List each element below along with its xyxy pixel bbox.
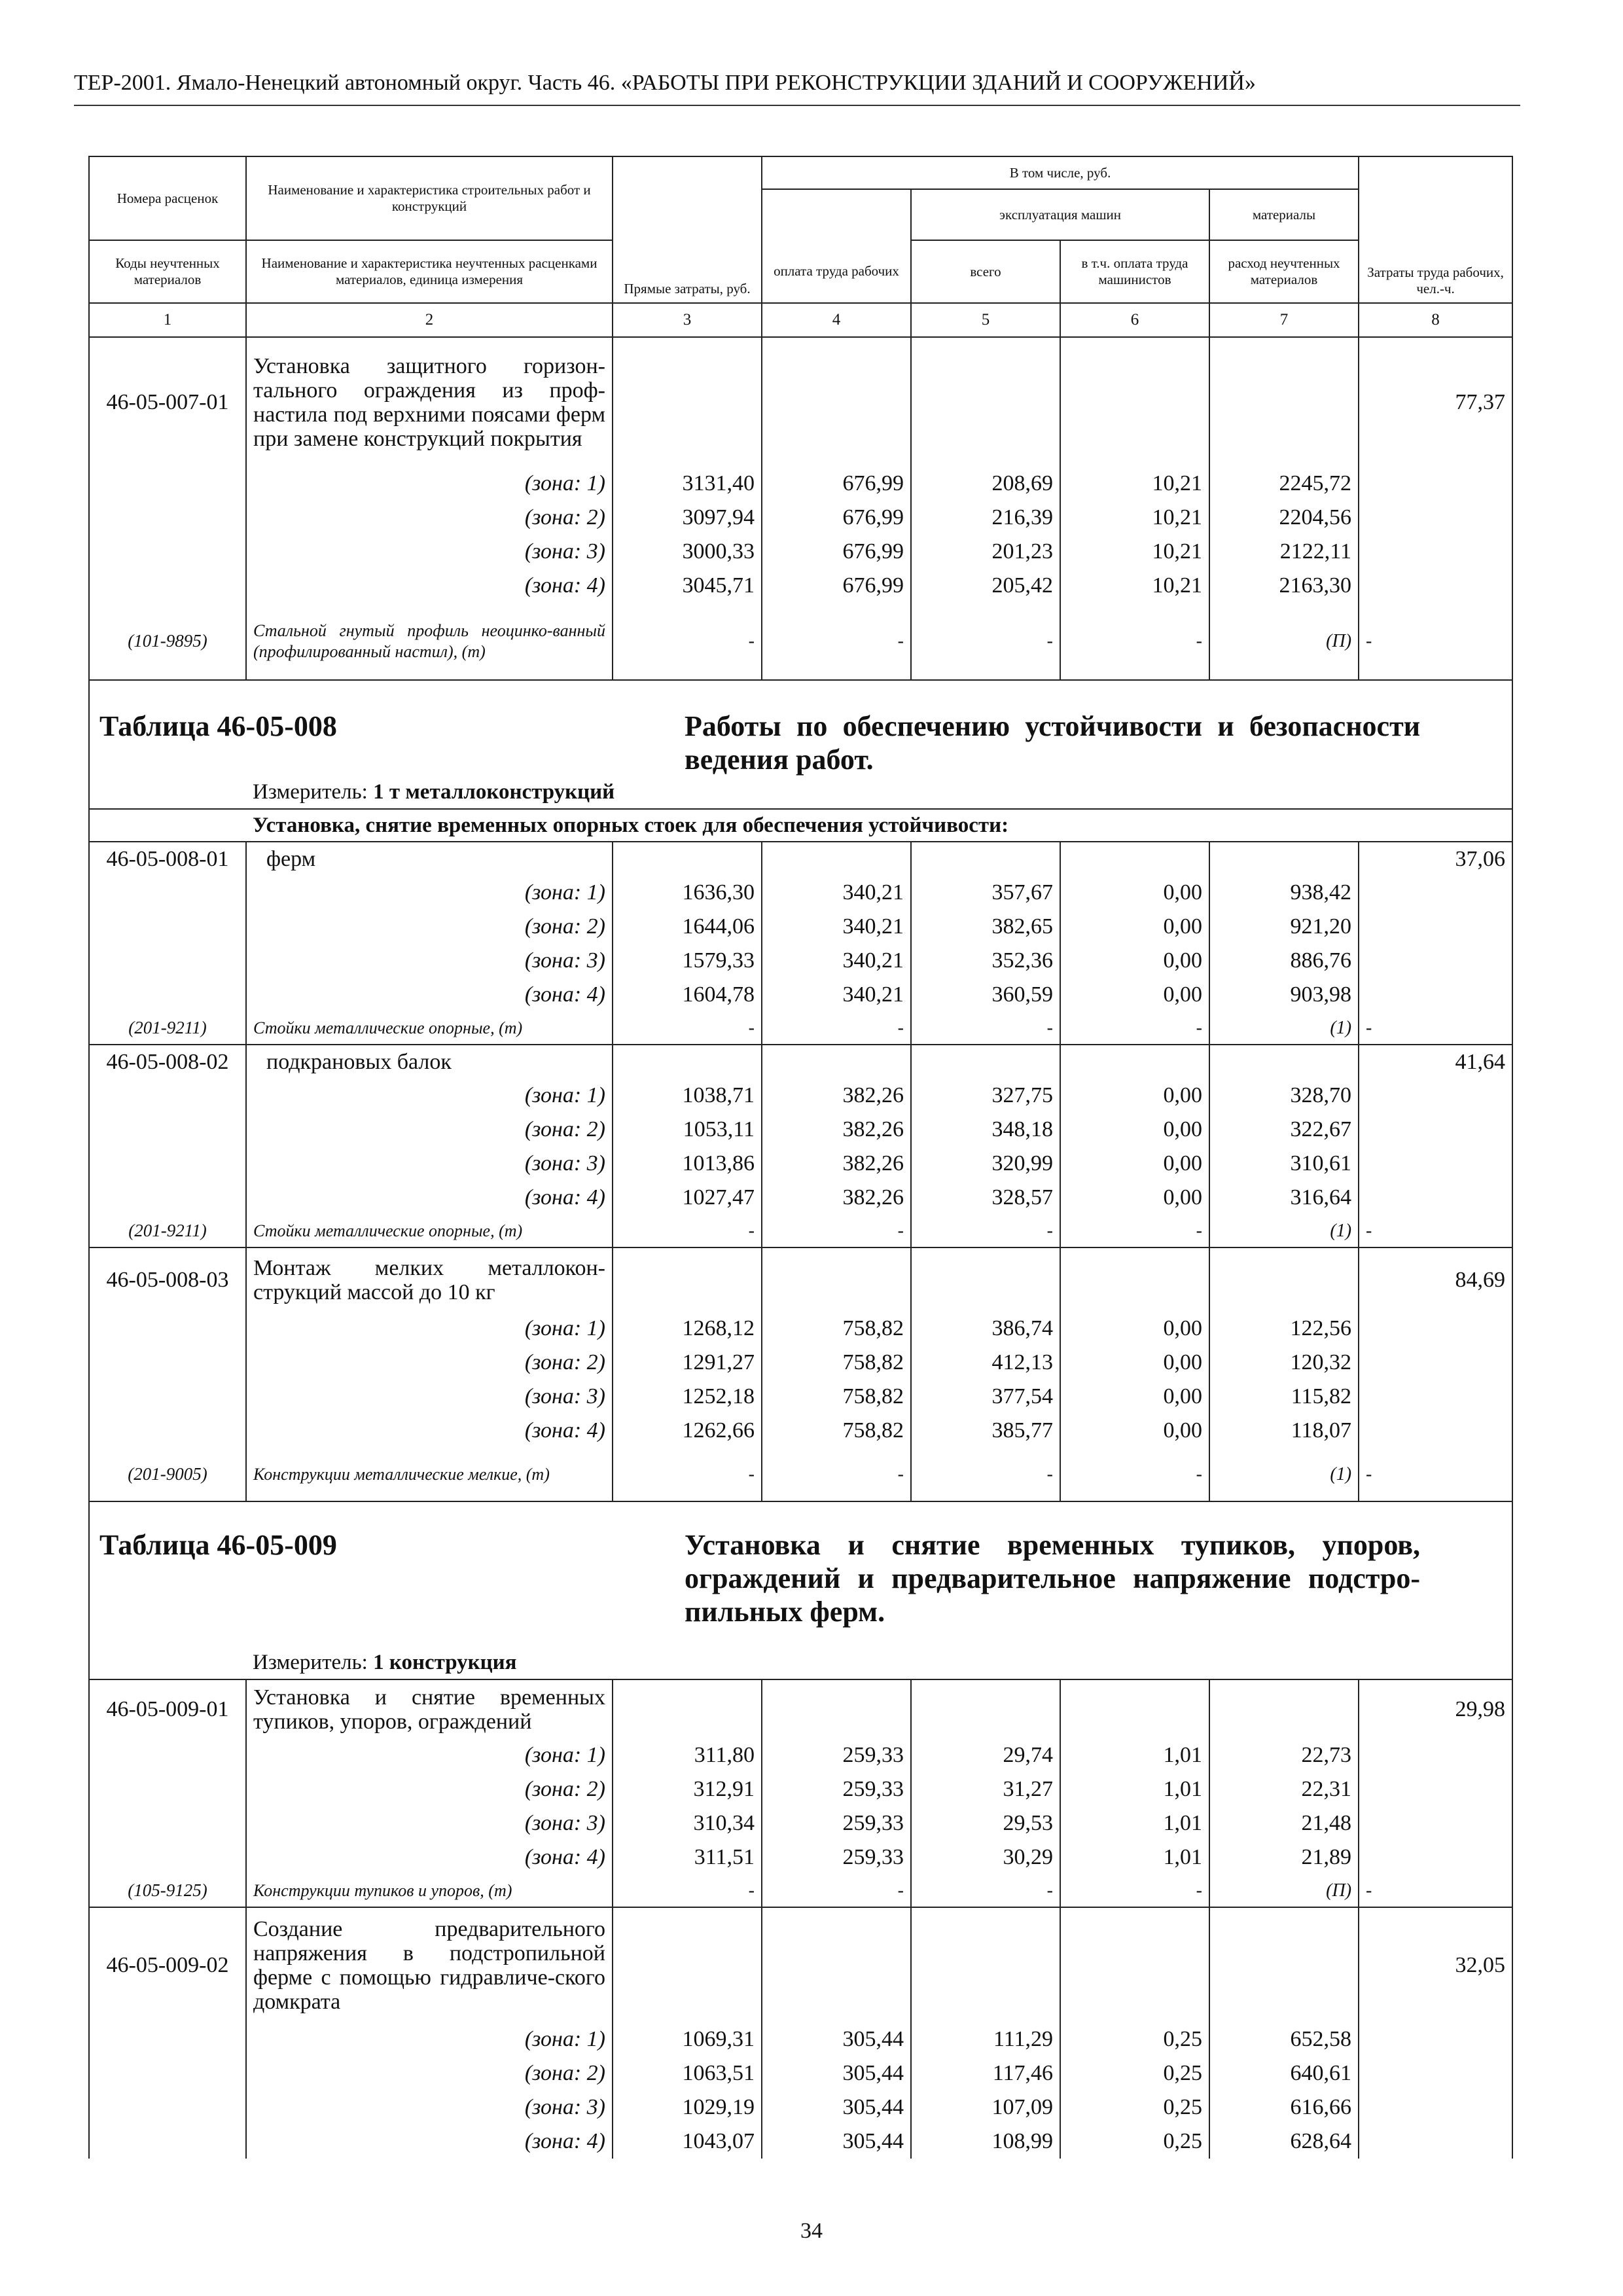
material-use: (1) xyxy=(1209,1448,1359,1501)
material-code: (201-9211) xyxy=(89,1012,246,1045)
zone-row xyxy=(89,1147,1512,1181)
zone-row xyxy=(89,1113,1512,1147)
dash-cell: - xyxy=(762,1874,911,1907)
material-code: (201-9005) xyxy=(89,1448,246,1501)
dash-cell: - xyxy=(762,1448,911,1501)
operators-cost: 0,00 xyxy=(1060,978,1209,1012)
operators-cost: 1,01 xyxy=(1060,1840,1209,1874)
material-use: (П) xyxy=(1209,603,1359,680)
zone-row xyxy=(89,1079,1512,1113)
zone-row xyxy=(89,1380,1512,1414)
wages-cost: 676,99 xyxy=(762,501,911,535)
zone-label: (зона: 3) xyxy=(246,1806,613,1840)
header-direct: Прямые затраты, руб. xyxy=(613,156,762,303)
table-description: Установка и снятие временных тупиков, упоров, ограждений и предварительное напряжение подстро-пильных ферм. xyxy=(613,1501,1512,1647)
rate-labor: 37,06 xyxy=(1359,842,1512,876)
wages-cost: 758,82 xyxy=(762,1312,911,1346)
rate-block xyxy=(89,842,1512,1045)
header-materials: материалы xyxy=(1209,189,1359,240)
dash-cell: - xyxy=(1359,1215,1512,1247)
dash-cell: - xyxy=(1359,1448,1512,1501)
wages-cost: 676,99 xyxy=(762,535,911,569)
zone-label: (зона: 2) xyxy=(246,1346,613,1380)
rate-labor: 41,64 xyxy=(1359,1045,1512,1079)
operators-cost: 0,00 xyxy=(1060,1380,1209,1414)
direct-cost: 1063,51 xyxy=(613,2056,762,2090)
machines-cost: 111,29 xyxy=(911,2022,1060,2056)
table-section-46-05-009 xyxy=(89,1501,1512,1679)
operators-cost: 0,25 xyxy=(1060,2022,1209,2056)
zone-row xyxy=(89,944,1512,978)
wages-cost: 758,82 xyxy=(762,1346,911,1380)
materials-cost: 903,98 xyxy=(1209,978,1359,1012)
rate-block xyxy=(89,1679,1512,1907)
zone-row xyxy=(89,1181,1512,1215)
table-title: Таблица 46-05-008 xyxy=(89,680,613,776)
zone-label: (зона: 4) xyxy=(246,978,613,1012)
operators-cost: 10,21 xyxy=(1060,535,1209,569)
measure-label: Измеритель: xyxy=(253,780,368,804)
direct-cost: 1604,78 xyxy=(613,978,762,1012)
rate-row xyxy=(89,1907,1512,2022)
zone-label: (зона: 1) xyxy=(246,467,613,501)
wages-cost: 758,82 xyxy=(762,1380,911,1414)
zone-label: (зона: 3) xyxy=(246,535,613,569)
material-row xyxy=(89,1215,1512,1247)
material-code: (105-9125) xyxy=(89,1874,246,1907)
dash-cell: - xyxy=(613,1448,762,1501)
zone-label: (зона: 4) xyxy=(246,1414,613,1448)
material-row xyxy=(89,1874,1512,1907)
operators-cost: 1,01 xyxy=(1060,1806,1209,1840)
material-name: Стальной гнутый профиль неоцинко-ванный (профилированный настил), (т) xyxy=(246,603,613,680)
dash-cell: - xyxy=(1060,1448,1209,1501)
zone-row xyxy=(89,1414,1512,1448)
materials-cost: 938,42 xyxy=(1209,876,1359,910)
zone-label: (зона: 1) xyxy=(246,1312,613,1346)
direct-cost: 3131,40 xyxy=(613,467,762,501)
machines-cost: 30,29 xyxy=(911,1840,1060,1874)
materials-cost: 322,67 xyxy=(1209,1113,1359,1147)
zone-label: (зона: 4) xyxy=(246,2125,613,2159)
dash-cell: - xyxy=(911,1874,1060,1907)
machines-cost: 208,69 xyxy=(911,467,1060,501)
machines-cost: 328,57 xyxy=(911,1181,1060,1215)
wages-cost: 676,99 xyxy=(762,467,911,501)
header-wages-top xyxy=(762,189,911,240)
machines-cost: 31,27 xyxy=(911,1772,1060,1806)
group-heading: Установка, снятие временных опорных стоек для обеспечения устойчивости: xyxy=(246,809,1512,842)
wages-cost: 340,21 xyxy=(762,944,911,978)
table-title: Таблица 46-05-009 xyxy=(89,1501,613,1647)
machines-cost: 201,23 xyxy=(911,535,1060,569)
machines-cost: 412,13 xyxy=(911,1346,1060,1380)
zone-label: (зона: 1) xyxy=(246,876,613,910)
materials-cost: 628,64 xyxy=(1209,2125,1359,2159)
header-rule xyxy=(74,105,1520,106)
column-number: 6 xyxy=(1060,303,1209,337)
operators-cost: 10,21 xyxy=(1060,569,1209,603)
machines-cost: 205,42 xyxy=(911,569,1060,603)
rate-code: 46-05-007-01 xyxy=(89,337,246,467)
column-number: 3 xyxy=(613,303,762,337)
operators-cost: 0,25 xyxy=(1060,2125,1209,2159)
rate-name: Создание предварительного напряжения в подстропильной ферме с помощью гидравличе-ского домкрата xyxy=(246,1907,613,2022)
wages-cost: 382,26 xyxy=(762,1181,911,1215)
dash-cell: - xyxy=(911,603,1060,680)
rate-name: подкрановых балок xyxy=(246,1045,613,1079)
materials-cost: 640,61 xyxy=(1209,2056,1359,2090)
direct-cost: 311,80 xyxy=(613,1738,762,1772)
column-number: 5 xyxy=(911,303,1060,337)
dash-cell: - xyxy=(1060,1215,1209,1247)
materials-cost: 316,64 xyxy=(1209,1181,1359,1215)
direct-cost: 1579,33 xyxy=(613,944,762,978)
material-row xyxy=(89,1448,1512,1501)
rate-row xyxy=(89,337,1512,467)
dash-cell: - xyxy=(762,1012,911,1045)
material-code: (201-9211) xyxy=(89,1215,246,1247)
wages-cost: 382,26 xyxy=(762,1147,911,1181)
zone-row xyxy=(89,1772,1512,1806)
materials-cost: 2122,11 xyxy=(1209,535,1359,569)
machines-cost: 382,65 xyxy=(911,910,1060,944)
dash-cell: - xyxy=(1359,603,1512,680)
zone-label: (зона: 4) xyxy=(246,1840,613,1874)
table-description: Работы по обеспечению устойчивости и безопасности ведения работ. xyxy=(613,680,1512,776)
wages-cost: 758,82 xyxy=(762,1414,911,1448)
materials-cost: 310,61 xyxy=(1209,1147,1359,1181)
operators-cost: 0,00 xyxy=(1060,1113,1209,1147)
wages-cost: 382,26 xyxy=(762,1113,911,1147)
dash-cell: - xyxy=(911,1012,1060,1045)
table-section-46-05-008 xyxy=(89,680,1512,842)
table-header xyxy=(89,156,1512,337)
zone-label: (зона: 4) xyxy=(246,569,613,603)
direct-cost: 1029,19 xyxy=(613,2090,762,2125)
zone-row xyxy=(89,1738,1512,1772)
zone-label: (зона: 3) xyxy=(246,1380,613,1414)
operators-cost: 0,00 xyxy=(1060,1181,1209,1215)
zone-label: (зона: 2) xyxy=(246,910,613,944)
materials-cost: 328,70 xyxy=(1209,1079,1359,1113)
machines-cost: 108,99 xyxy=(911,2125,1060,2159)
rate-name: Монтаж мелких металлокон-струкций массой до 10 кг xyxy=(246,1247,613,1312)
direct-cost: 3045,71 xyxy=(613,569,762,603)
direct-cost: 310,34 xyxy=(613,1806,762,1840)
zone-row xyxy=(89,501,1512,535)
wages-cost: 259,33 xyxy=(762,1738,911,1772)
rate-row xyxy=(89,1045,1512,1079)
direct-cost: 1069,31 xyxy=(613,2022,762,2056)
rate-code: 46-05-008-03 xyxy=(89,1247,246,1312)
rate-row xyxy=(89,1679,1512,1738)
wages-cost: 305,44 xyxy=(762,2022,911,2056)
operators-cost: 1,01 xyxy=(1060,1738,1209,1772)
zone-row xyxy=(89,910,1512,944)
rate-code: 46-05-008-01 xyxy=(89,842,246,876)
rates-table xyxy=(88,156,1513,2159)
header-mat-use: расход неучтенных материалов xyxy=(1209,240,1359,303)
dash-cell: - xyxy=(613,603,762,680)
machines-cost: 29,53 xyxy=(911,1806,1060,1840)
rate-block xyxy=(89,1907,1512,2159)
zone-label: (зона: 2) xyxy=(246,1772,613,1806)
zone-label: (зона: 3) xyxy=(246,944,613,978)
header-labor: Затраты труда рабочих, чел.-ч. xyxy=(1359,156,1512,303)
rate-labor: 29,98 xyxy=(1359,1679,1512,1738)
rate-block xyxy=(89,1045,1512,1247)
direct-cost: 1262,66 xyxy=(613,1414,762,1448)
rate-name: Установка защитного горизон-тального ограждения из проф-настила под верхними поясами ферм при замене конструкций покрытия xyxy=(246,337,613,467)
rate-row xyxy=(89,842,1512,876)
materials-cost: 118,07 xyxy=(1209,1414,1359,1448)
machines-cost: 327,75 xyxy=(911,1079,1060,1113)
header-machines-total: всего xyxy=(911,240,1060,303)
measure-value: 1 конструкция xyxy=(373,1651,517,1674)
operators-cost: 0,00 xyxy=(1060,910,1209,944)
zone-label: (зона: 4) xyxy=(246,1181,613,1215)
operators-cost: 1,01 xyxy=(1060,1772,1209,1806)
wages-cost: 382,26 xyxy=(762,1079,911,1113)
machines-cost: 117,46 xyxy=(911,2056,1060,2090)
zone-label: (зона: 2) xyxy=(246,2056,613,2090)
wages-cost: 305,44 xyxy=(762,2125,911,2159)
direct-cost: 1644,06 xyxy=(613,910,762,944)
zone-row xyxy=(89,535,1512,569)
direct-cost: 1053,11 xyxy=(613,1113,762,1147)
dash-cell: - xyxy=(1060,1012,1209,1045)
wages-cost: 340,21 xyxy=(762,910,911,944)
zone-label: (зона: 1) xyxy=(246,1079,613,1113)
column-numbers-row xyxy=(89,303,1512,337)
materials-cost: 652,58 xyxy=(1209,2022,1359,2056)
header-numbers: Номера расценок xyxy=(89,156,246,240)
zone-row xyxy=(89,1840,1512,1874)
machines-cost: 385,77 xyxy=(911,1414,1060,1448)
operators-cost: 0,00 xyxy=(1060,944,1209,978)
materials-cost: 22,31 xyxy=(1209,1772,1359,1806)
wages-cost: 305,44 xyxy=(762,2090,911,2125)
zone-label: (зона: 1) xyxy=(246,1738,613,1772)
material-use: (П) xyxy=(1209,1874,1359,1907)
zone-row xyxy=(89,1346,1512,1380)
rate-block xyxy=(89,337,1512,680)
dash-cell: - xyxy=(613,1215,762,1247)
measure-label: Измеритель: xyxy=(253,1651,368,1674)
rate-code: 46-05-009-02 xyxy=(89,1907,246,2022)
machines-cost: 348,18 xyxy=(911,1113,1060,1147)
zone-row xyxy=(89,876,1512,910)
direct-cost: 1291,27 xyxy=(613,1346,762,1380)
machines-cost: 107,09 xyxy=(911,2090,1060,2125)
direct-cost: 1268,12 xyxy=(613,1312,762,1346)
materials-cost: 921,20 xyxy=(1209,910,1359,944)
dash-cell: - xyxy=(613,1012,762,1045)
machines-cost: 320,99 xyxy=(911,1147,1060,1181)
zone-row xyxy=(89,978,1512,1012)
column-number: 4 xyxy=(762,303,911,337)
operators-cost: 0,00 xyxy=(1060,1346,1209,1380)
wages-cost: 259,33 xyxy=(762,1806,911,1840)
materials-cost: 122,56 xyxy=(1209,1312,1359,1346)
header-codes: Коды неучтенных материалов xyxy=(89,240,246,303)
column-number: 8 xyxy=(1359,303,1512,337)
operators-cost: 0,00 xyxy=(1060,1147,1209,1181)
zone-row xyxy=(89,1312,1512,1346)
direct-cost: 1252,18 xyxy=(613,1380,762,1414)
rate-labor: 84,69 xyxy=(1359,1247,1512,1312)
material-row xyxy=(89,1012,1512,1045)
rate-code: 46-05-009-01 xyxy=(89,1679,246,1738)
zone-row xyxy=(89,1806,1512,1840)
zone-label: (зона: 3) xyxy=(246,2090,613,2125)
header-mat-names: Наименование и характеристика неучтенных расценками материалов, единица измерения xyxy=(246,240,613,303)
materials-cost: 21,48 xyxy=(1209,1806,1359,1840)
direct-cost: 1043,07 xyxy=(613,2125,762,2159)
machines-cost: 360,59 xyxy=(911,978,1060,1012)
rate-block xyxy=(89,1247,1512,1501)
materials-cost: 120,32 xyxy=(1209,1346,1359,1380)
direct-cost: 1027,47 xyxy=(613,1181,762,1215)
zone-row xyxy=(89,2090,1512,2125)
wages-cost: 340,21 xyxy=(762,978,911,1012)
material-name: Конструкции металлические мелкие, (т) xyxy=(246,1448,613,1501)
machines-cost: 216,39 xyxy=(911,501,1060,535)
operators-cost: 0,00 xyxy=(1060,876,1209,910)
zone-label: (зона: 2) xyxy=(246,1113,613,1147)
rate-name: Установка и снятие временных тупиков, упоров, ограждений xyxy=(246,1679,613,1738)
material-code: (101-9895) xyxy=(89,603,246,680)
rate-name: ферм xyxy=(246,842,613,876)
measure-line xyxy=(246,1647,1512,1679)
operators-cost: 0,00 xyxy=(1060,1414,1209,1448)
dash-cell: - xyxy=(1359,1012,1512,1045)
operators-cost: 0,25 xyxy=(1060,2056,1209,2090)
operators-cost: 0,25 xyxy=(1060,2090,1209,2125)
machines-cost: 352,36 xyxy=(911,944,1060,978)
zone-label: (зона: 1) xyxy=(246,2022,613,2056)
measure-value: 1 т металлоконструкций xyxy=(373,780,615,804)
materials-cost: 2163,30 xyxy=(1209,569,1359,603)
header-wages: оплата труда рабочих xyxy=(762,240,911,303)
direct-cost: 1013,86 xyxy=(613,1147,762,1181)
materials-cost: 22,73 xyxy=(1209,1738,1359,1772)
header-machines: эксплуатация машин xyxy=(911,189,1209,240)
material-use: (1) xyxy=(1209,1215,1359,1247)
machines-cost: 29,74 xyxy=(911,1738,1060,1772)
dash-cell: - xyxy=(613,1874,762,1907)
rate-labor: 32,05 xyxy=(1359,1907,1512,2022)
zone-label: (зона: 3) xyxy=(246,1147,613,1181)
direct-cost: 1038,71 xyxy=(613,1079,762,1113)
zone-label: (зона: 2) xyxy=(246,501,613,535)
zone-row xyxy=(89,2022,1512,2056)
header-names: Наименование и характеристика строительных работ и конструкций xyxy=(246,156,613,240)
dash-cell: - xyxy=(911,1448,1060,1501)
material-name: Стойки металлические опорные, (т) xyxy=(246,1012,613,1045)
dash-cell: - xyxy=(1359,1874,1512,1907)
zone-row xyxy=(89,2125,1512,2159)
materials-cost: 21,89 xyxy=(1209,1840,1359,1874)
rate-row xyxy=(89,1247,1512,1312)
wages-cost: 259,33 xyxy=(762,1840,911,1874)
direct-cost: 312,91 xyxy=(613,1772,762,1806)
dash-cell: - xyxy=(1060,1874,1209,1907)
direct-cost: 311,51 xyxy=(613,1840,762,1874)
dash-cell: - xyxy=(1060,603,1209,680)
materials-cost: 2204,56 xyxy=(1209,501,1359,535)
wages-cost: 676,99 xyxy=(762,569,911,603)
column-number: 2 xyxy=(246,303,613,337)
materials-cost: 616,66 xyxy=(1209,2090,1359,2125)
header-operator-wages: в т.ч. оплата труда машинистов xyxy=(1060,240,1209,303)
direct-cost: 1636,30 xyxy=(613,876,762,910)
dash-cell: - xyxy=(911,1215,1060,1247)
operators-cost: 0,00 xyxy=(1060,1312,1209,1346)
material-use: (1) xyxy=(1209,1012,1359,1045)
machines-cost: 386,74 xyxy=(911,1312,1060,1346)
materials-cost: 115,82 xyxy=(1209,1380,1359,1414)
column-number: 7 xyxy=(1209,303,1359,337)
direct-cost: 3097,94 xyxy=(613,501,762,535)
zone-row xyxy=(89,2056,1512,2090)
material-name: Стойки металлические опорные, (т) xyxy=(246,1215,613,1247)
operators-cost: 0,00 xyxy=(1060,1079,1209,1113)
rate-code: 46-05-008-02 xyxy=(89,1045,246,1079)
dash-cell: - xyxy=(762,603,911,680)
machines-cost: 377,54 xyxy=(911,1380,1060,1414)
material-row xyxy=(89,603,1512,680)
material-name: Конструкции тупиков и упоров, (т) xyxy=(246,1874,613,1907)
page-number: 34 xyxy=(800,2219,823,2243)
dash-cell: - xyxy=(762,1215,911,1247)
operators-cost: 10,21 xyxy=(1060,467,1209,501)
wages-cost: 259,33 xyxy=(762,1772,911,1806)
materials-cost: 2245,72 xyxy=(1209,467,1359,501)
direct-cost: 3000,33 xyxy=(613,535,762,569)
operators-cost: 10,21 xyxy=(1060,501,1209,535)
wages-cost: 305,44 xyxy=(762,2056,911,2090)
page-header: ТЕР-2001. Ямало-Ненецкий автономный округ. Часть 46. «РАБОТЫ ПРИ РЕКОНСТРУКЦИИ ЗДАНИЙ И СООРУЖЕНИЙ» xyxy=(74,71,1256,95)
zone-row xyxy=(89,569,1512,603)
zone-row xyxy=(89,467,1512,501)
header-incl: В том числе, руб. xyxy=(762,156,1359,189)
rate-labor: 77,37 xyxy=(1359,337,1512,467)
materials-cost: 886,76 xyxy=(1209,944,1359,978)
column-number: 1 xyxy=(89,303,246,337)
machines-cost: 357,67 xyxy=(911,876,1060,910)
wages-cost: 340,21 xyxy=(762,876,911,910)
measure-line xyxy=(246,776,1512,809)
